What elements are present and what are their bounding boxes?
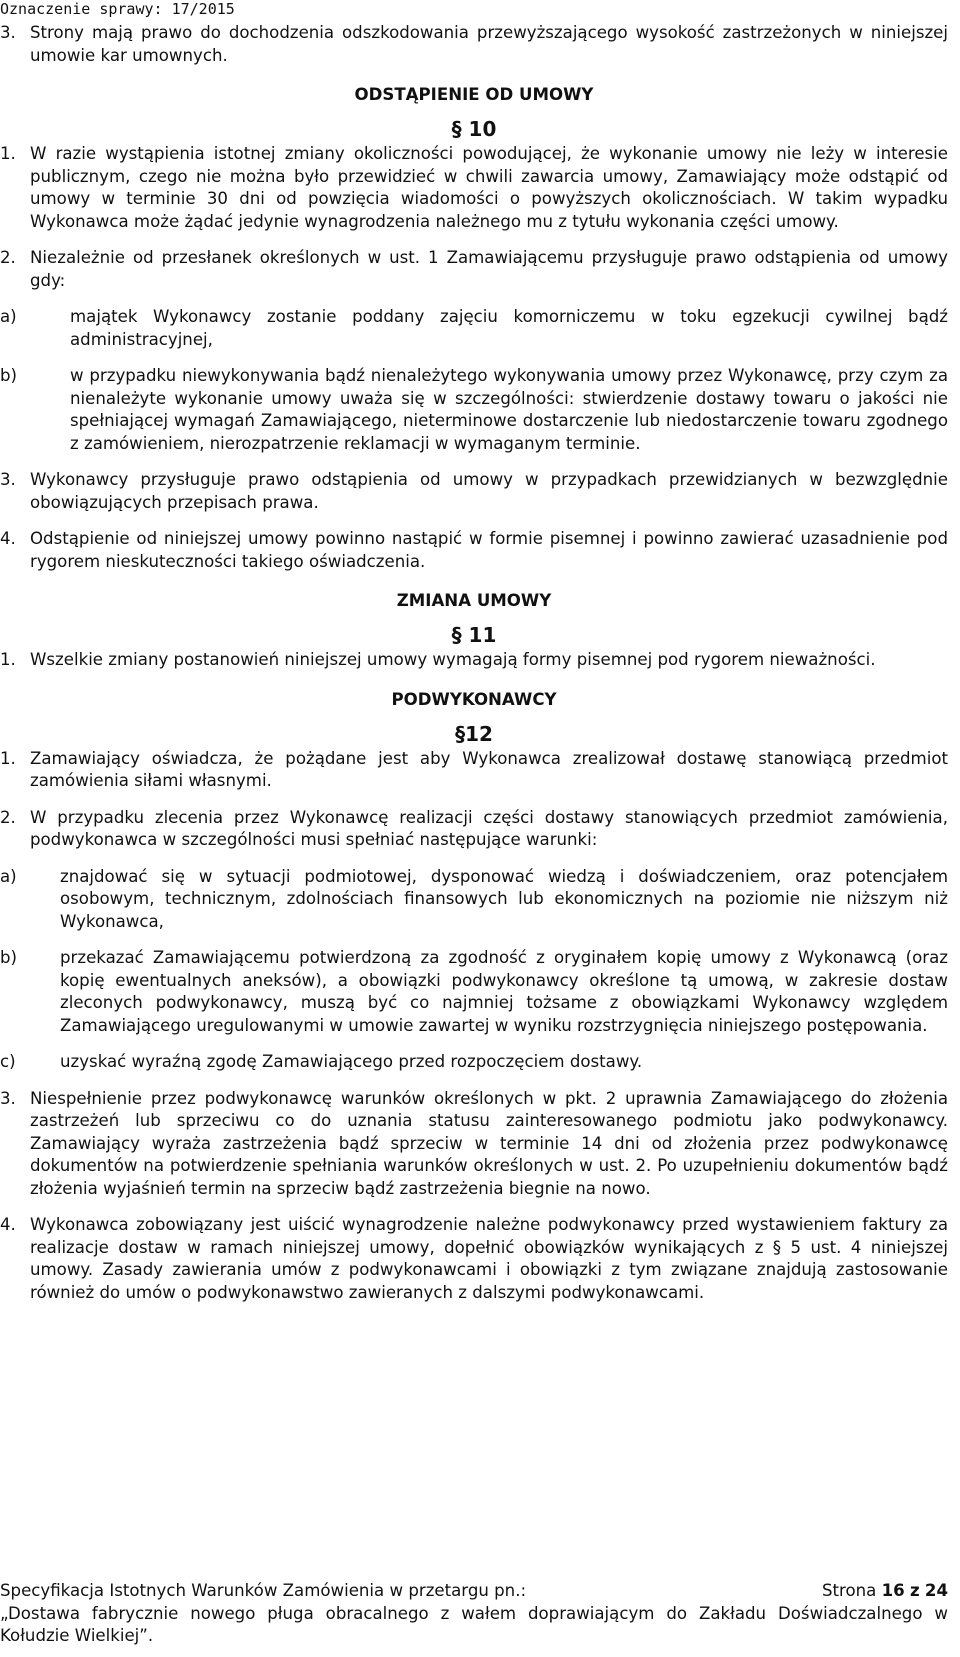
list-item-letter: b) [0,948,18,967]
list-item-letter: a) [0,866,17,886]
paragraph-number: 3. [0,23,16,42]
paragraph-number: 4. [0,529,16,548]
paragraph-number: 1. [0,650,16,669]
section-number: §12 [455,721,493,746]
paragraph-number: 1. [0,748,16,768]
numbered-paragraph [0,807,948,852]
page-footer [0,1580,948,1648]
list-item-text: majątek Wykonawcy zostanie poddany zajęciu komorniczemu w toku egzekucji cywilnej bądź administracyjnej, [70,307,948,349]
paragraph-text: Wszelkie zmiany postanowień niniejszej umowy wymagają formy pisemnej pod rygorem nieważności. [30,650,876,669]
numbered-paragraph [0,528,948,573]
numbered-paragraph [0,469,948,514]
paragraph-text: W przypadku zlecenia przez Wykonawcę realizacji części dostawy stanowiących przedmiot zamówienia, podwykonawca w szczególności musi spełniać następujące warunki: [30,807,948,849]
list-item-letter: c) [0,1052,16,1071]
list-item-letter: b) [0,366,18,385]
section-number: § 11 [451,623,497,647]
tender-title: „Dostawa fabrycznie nowego pługa obracalnego z wałem doprawiającym do Zakładu Doświadczalnego w Kołudzie Wielkiej”. [0,1603,948,1645]
document-body [0,22,948,1318]
section-heading: ZMIANA UMOWY [396,591,552,610]
paragraph-text: Niespełnienie przez podwykonawcę warunków określonych w pkt. 2 uprawnia Zamawiającego do złożenia zastrzeżeń lub sprzeciwu co do uznania statusu zainteresowanego podmiotu jako podwykonawcy. Zamawiający wyraża zastrzeżenia bądź sprzeciw w terminie 14 dni od złożenia przez podwykonawcę dokumentów na potwierdzenie spełniania warunków określonych w ust. 2. Po uzupełnieniu dokumentów bądź złożenia wyjaśnień termin na sprzeciw bądź zastrzeżenia biegnie na nowo. [30,1088,948,1198]
numbered-paragraph [0,143,948,233]
paragraph-text: Odstąpienie od niniejszej umowy powinno nastąpić w formie pisemnej i powinno zawierać uzasadnienie pod rygorem nieskuteczności takiego oświadczenia. [30,529,948,571]
numbered-paragraph [0,22,948,67]
list-item [0,365,948,455]
paragraph-text: Wykonawcy przysługuje prawo odstąpienia od umowy w przypadkach przewidzianych w bezwzględnie obowiązujących przepisach prawa. [30,470,948,512]
paragraph-text: Wykonawca zobowiązany jest uiścić wynagrodzenie należne podwykonawcy przed wystawieniem faktury za realizacje dostaw w ramach niniejszej umowy, dopełnić obowiązków wynikających z § 5 ust. 4 niniejszej umowy. Zasady zawierania umów z podwykonawcami i obowiązki z tym związane znajdują zastosowanie również do umów o podwykonawstwo zawieranych z dalszymi podwykonawcami. [30,1215,948,1302]
page-number: Strona 16 z 24 [821,1581,948,1600]
list-item-text: uzyskać wyraźną zgodę Zamawiającego przed rozpoczęciem dostawy. [60,1052,643,1071]
list-item [0,306,948,351]
paragraph-number: 2. [0,248,16,267]
paragraph-text: Zamawiający oświadcza, że pożądane jest aby Wykonawca zrealizował dostawę stanowiącą przedmiot zamówienia siłami własnymi. [30,748,948,790]
list-item-text: przekazać Zamawiającemu potwierdzoną za zgodność z oryginałem kopię umowy z Wykonawcą (oraz kopię ewentualnych aneksów), a obowiązki podwykonawcy określone tą umową, w zakresie dostaw zleconych podwykonawcy, muszą być co najmniej tożsame z obowiązkami Wykonawcy względem Zamawiającego uregulowanymi w umowie zawartej w wyniku rozstrzygnięcia niniejszego postępowania. [60,948,948,1035]
paragraph-number: 3. [0,470,16,489]
paragraph-number: 1. [0,144,16,163]
numbered-paragraph [0,1214,948,1304]
numbered-paragraph [0,1088,948,1201]
paragraph-text: Niezależnie od przesłanek określonych w ust. 1 Zamawiającemu przysługuje prawo odstąpienia od umowy gdy: [30,248,948,290]
list-item-letter: a) [0,307,17,326]
list-item [0,947,948,1037]
list-item-text: znajdować się w sytuacji podmiotowej, dysponować wiedzą i doświadczeniem, oraz potencjałem osobowym, technicznym, zdolnościach finansowych lub ekonomicznych na poziomie nie niższym niż Wykonawca, [60,866,948,931]
paragraph-text: W razie wystąpienia istotnej zmiany okoliczności powodującej, że wykonanie umowy nie leży w interesie publicznym, czego nie można było przewidzieć w chwili zawarcia umowy, Zamawiający może odstąpić od umowy w terminie 30 dni od powzięcia wiadomości o powyższych okolicznościach. W takim wypadku Wykonawca może żądać jedynie wynagrodzenia należnego mu z tytułu wykonania części umowy. [30,144,948,231]
section-heading: ODSTĄPIENIE OD UMOWY [354,85,594,104]
list-item [0,866,948,934]
section-number: § 10 [451,117,497,141]
paragraph-number: 3. [0,1088,16,1108]
spec-label: Specyfikacja Istotnych Warunków Zamówienia w przetargu pn.: [0,1581,527,1600]
list-item-text: w przypadku niewykonywania bądź nienależytego wykonywania umowy przez Wykonawcę, przy czym za nienależyte wykonanie umowy uważa się w szczególności: stwierdzenie dostawy towaru o jakości nie spełniającej wymagań Zamawiającego, nieterminowe dostarczenie lub niedostarczenie towaru zgodnego z zamówieniem, nierozpatrzenie reklamacji w wymaganym terminie. [70,366,948,453]
numbered-paragraph [0,748,948,793]
section-heading: PODWYKONAWCY [391,689,557,709]
paragraph-number: 4. [0,1215,16,1234]
numbered-paragraph [0,247,948,292]
paragraph-number: 2. [0,807,16,827]
numbered-paragraph [0,649,948,672]
list-item [0,1051,948,1074]
paragraph-text: Strony mają prawo do dochodzenia odszkodowania przewyższającego wysokość zastrzeżonych w niniejszej umowie kar umownych. [30,23,948,65]
case-number-header: Oznaczenie sprawy: 17/2015 [0,0,235,18]
